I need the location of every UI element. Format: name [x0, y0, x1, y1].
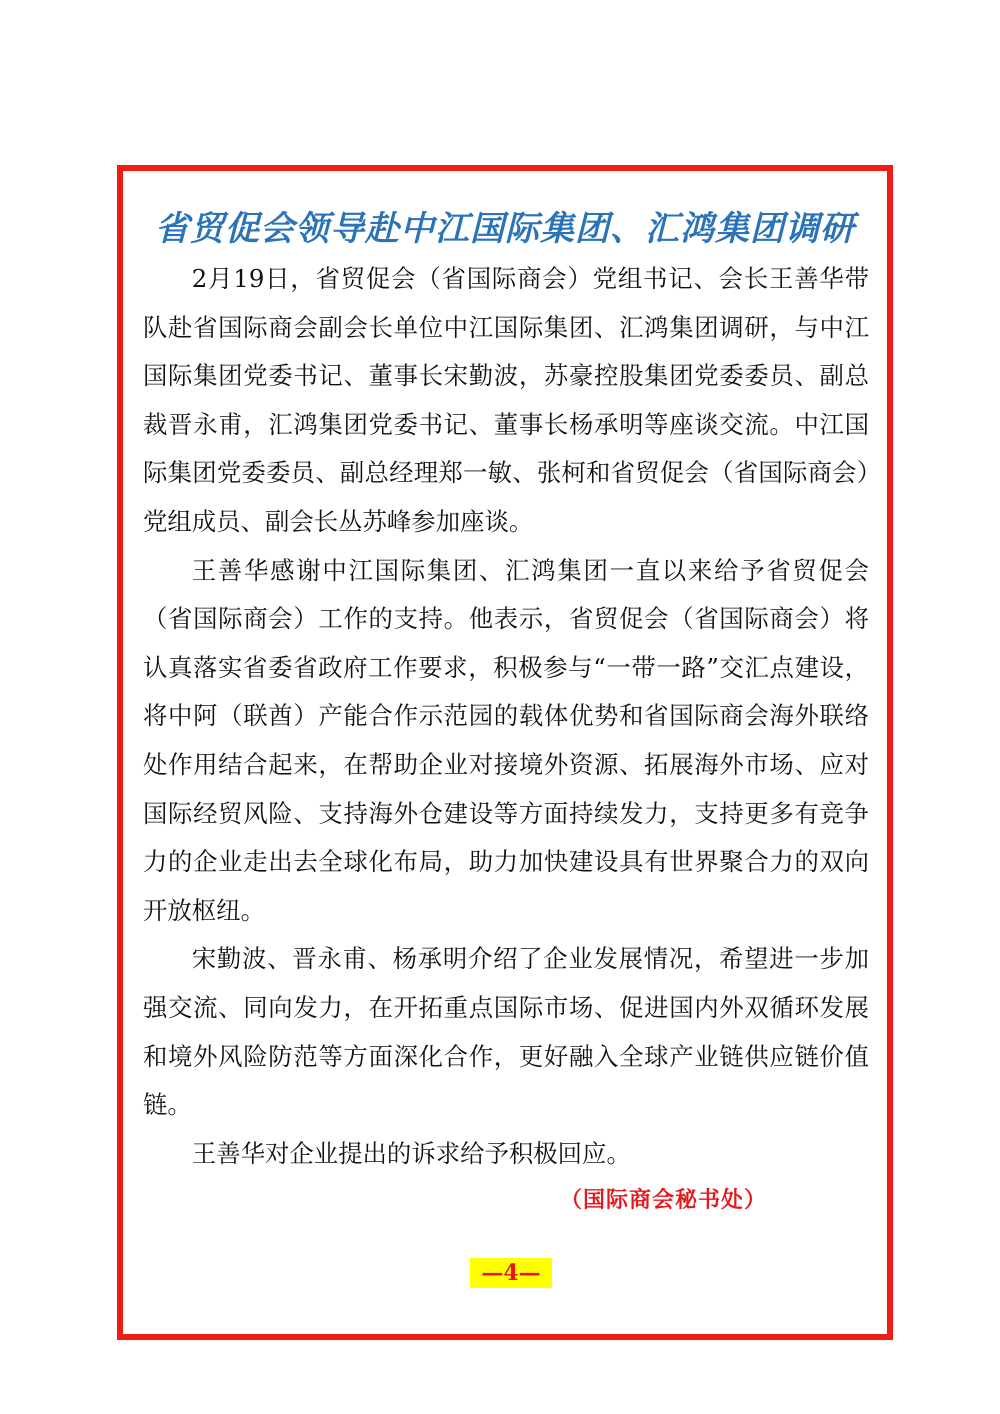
paragraph-4: 王善华对企业提出的诉求给予积极回应。 [191, 1138, 631, 1168]
article-signature: （国际商会秘书处） [559, 1188, 767, 1213]
page-border-frame [117, 165, 893, 1340]
article-body [143, 255, 869, 1178]
page-number: —4— [470, 1258, 552, 1288]
paragraph-1: 2月19日，省贸促会（省国际商会）党组书记、会长王善华带队赴省国际商会副会长单位中江国际集团、汇鸿集团调研，与中江国际集团党委书记、董事长宋勤波，苏豪控股集团党委委员、副总裁晋永甫，汇鸿集团党委书记、董事长杨承明等座谈交流。中江国际集团党委委员、副总经理郑一敏、张柯和省贸促会（省国际商会）党组成员、副会长丛苏峰参加座谈。 [143, 264, 869, 536]
paragraph-2: 王善华感谢中江国际集团、汇鸿集团一直以来给予省贸促会（省国际商会）工作的支持。他表示，省贸促会（省国际商会）将认真落实省委省政府工作要求，积极参与“一带一路”交汇点建设，将中阿（联酋）产能合作示范园的载体优势和省国际商会海外联络处作用结合起来，在帮助企业对接境外资源、拓展海外市场、应对国际经贸风险、支持海外仓建设等方面持续发力，支持更多有竞争力的企业走出去全球化布局，助力加快建设具有世界聚合力的双向开放枢纽。 [143, 555, 869, 925]
paragraph-3: 宋勤波、晋永甫、杨承明介绍了企业发展情况，希望进一步加强交流、同向发力，在开拓重点国际市场、促进国内外双循环发展和境外风险防范等方面深化合作，更好融入全球产业链供应链价值链。 [143, 944, 869, 1120]
article-title: 省贸促会领导赴中江国际集团、汇鸿集团调研 [155, 209, 855, 249]
